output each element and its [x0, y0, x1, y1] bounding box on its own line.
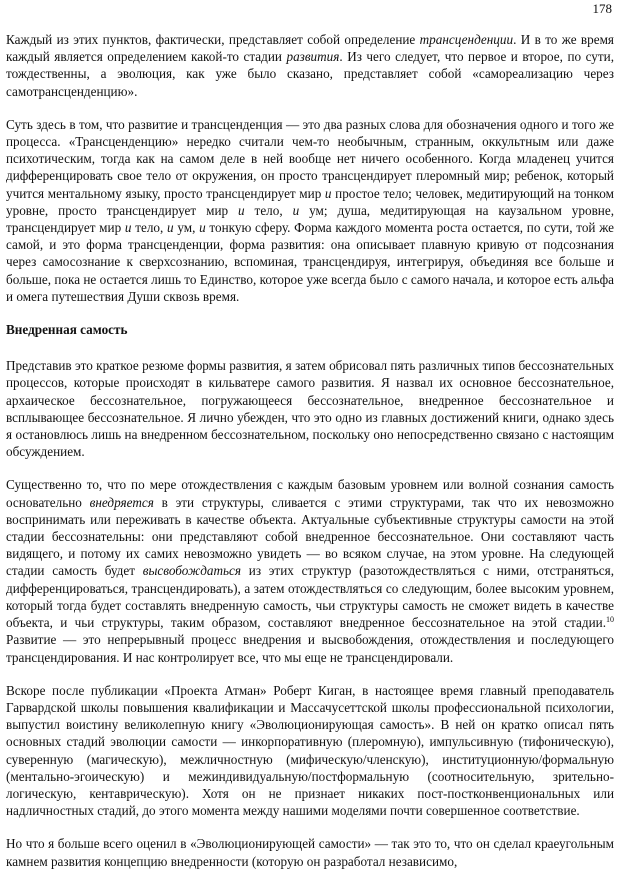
- paragraph-3: Представив это краткое резюме формы развития, я затем обрисовал пять различных типов бессознательных процессов, которые происходят в кильватере самого развития. Я назвал их основное бессознательное, архаическое бессознательное, погружающееся бессознательное, внедренное бессознательное и всплывающее бессознательное. Я лично убежден, что это одно из главных достижений книги, однако здесь я остановлюсь лишь на внедренном бессознательном, поскольку оно непосредственно связано с настоящим обсуждением.: [6, 358, 614, 460]
- section-heading: Внедренная самость: [6, 322, 128, 338]
- p2-emphasis-and-2: и: [238, 202, 245, 218]
- p4-text-a: Существенно то, что по мере отождествления с каждым базовым уровнем или волной сознания самость основательно: [6, 477, 614, 510]
- p4-emphasis-release: высвобождаться: [142, 563, 242, 579]
- p2-text-g: ум; душа, медитирующая на каузальном уровне, трансцендирует мир: [6, 202, 615, 236]
- p4-text-e: из этих структур (разотождествляться с ними, отстраняться, дифференцироваться, трансцендировать), а затем отождествляться со следующим, более высоким уровнем, который тогда будет составлять внедренную самость, чьи структуры самость не сможет видеть в качестве объекта, и чьи структуры, таким образом, составляют внедренное бессознательное на этой стадии.: [6, 563, 614, 631]
- p2-text-m: тонкую сферу. Форма каждого момента роста остается, по сути, той же самой, и это форма трансценденции, форма развития: она описывает плавную кривую от подсознания через самосознание к сверхсознанию, вспоминая, трансцендируя, интегрируя, объединяя все больше и больше, пока не остается лишь то Единство, которое уже всегда было с самого начала, и которое есть альфа и омега путешествия Души сквозь время.: [6, 220, 614, 304]
- footnote-marker-10[interactable]: 10: [606, 615, 614, 625]
- paragraph-5: Вскоре после публикации «Проекта Атман» Роберт Киган, в настоящее время главный преподаватель Гарвардской школы повышения квалификации и Массачусеттской школы профессиональной психологии, выпустил воистину великолепную книгу «Эволюционирующая самость». В ней он кратко описал пять основных стадий эволюции самости — инкорпоративную (плеромную), импульсивную (тифоническую), суверенную (магическую), межличностную (мифическую/членскую), институционную/формальную (ментально-эгоическую) и межиндивидуальную/постформальную (соотносительную, зрительно-логическую, кентаврическую). Хотя он не признает никаких пост-постконвенциональных или надличностных стадий, до этого момента между нашими моделями почти совершенное соответствие.: [6, 682, 614, 819]
- p2-emphasis-and-3: и: [292, 202, 300, 218]
- document-body: [6, 31, 614, 886]
- p2-text-c: простое тело; человек, медитирующий на тонком уровне, просто трансцендирует мир: [6, 185, 614, 218]
- p4-text-f: Развитие — это непрерывный процесс внедрения и высвобождения, отождествления и последующего трансцендирования. И нас контролирует все, что мы еще не трансцендировали.: [6, 632, 614, 665]
- p2-text-a: Суть здесь в том, что развитие и трансценденция — это два разных слова для обозначения одного и того же процесса. «Трансценденцию» нередко считали чем-то необычным, странным, оккультным или даже психотическим, тогда как на самом деле в ней вообще нет ничего особенного. Когда младенец учится дифференцировать свое тело от окружения, он просто трансцендирует плеромный мир; ребенок, который учится ментальному языку, просто трансцендирует мир: [6, 116, 614, 201]
- paragraph-2: [6, 116, 614, 305]
- page-number: 178: [592, 1, 612, 16]
- p2-text-k: ум,: [173, 220, 200, 236]
- p2-emphasis-and-5: и: [167, 220, 174, 236]
- p2-emphasis-and-4: и: [124, 220, 132, 236]
- p4-emphasis-embedded: внедряется: [89, 494, 154, 510]
- p4-text-c: в эти структуры, сливается с этими структурами, так что их невозможно воспринимать или переживать в качестве объекта. Актуальные субъективные структуры самости на этой стадии бессознательны: они представляют собой внедренное бессознательное. Они составляют часть видящего, и потому их самих невозможно увидеть — во всяком случае, на этом уровне. На следующей стадии самость будет: [6, 494, 614, 579]
- paragraph-6: Но что я больше всего оценил в «Эволюционирующей самости» — так это то, что он сделал краеугольным камнем развития концепцию внедренности (которую он разработал независимо,: [6, 836, 614, 869]
- p1-text-e: . Из чего следует, что первое и второе, по сути, тождественны, а эволюция, как уже было сказано, представляет собой «самореализацию через самотрансценденцию».: [6, 49, 614, 99]
- p1-text-c: . И в то же время каждый является определением какой-то стадии: [6, 32, 614, 65]
- p1-emphasis-transcendence: трансценденции: [419, 32, 514, 47]
- p1-emphasis-development: развития: [286, 49, 340, 65]
- p2-text-i: тело,: [131, 220, 168, 236]
- paragraph-4: [6, 476, 614, 665]
- p2-emphasis-and-1: и: [324, 185, 332, 201]
- p2-text-e: тело,: [244, 202, 293, 218]
- p2-emphasis-and-6: и: [199, 220, 206, 236]
- paragraph-1: [6, 31, 614, 100]
- p1-text-a: Каждый из этих пунктов, фактически, представляет собой определение: [6, 32, 420, 47]
